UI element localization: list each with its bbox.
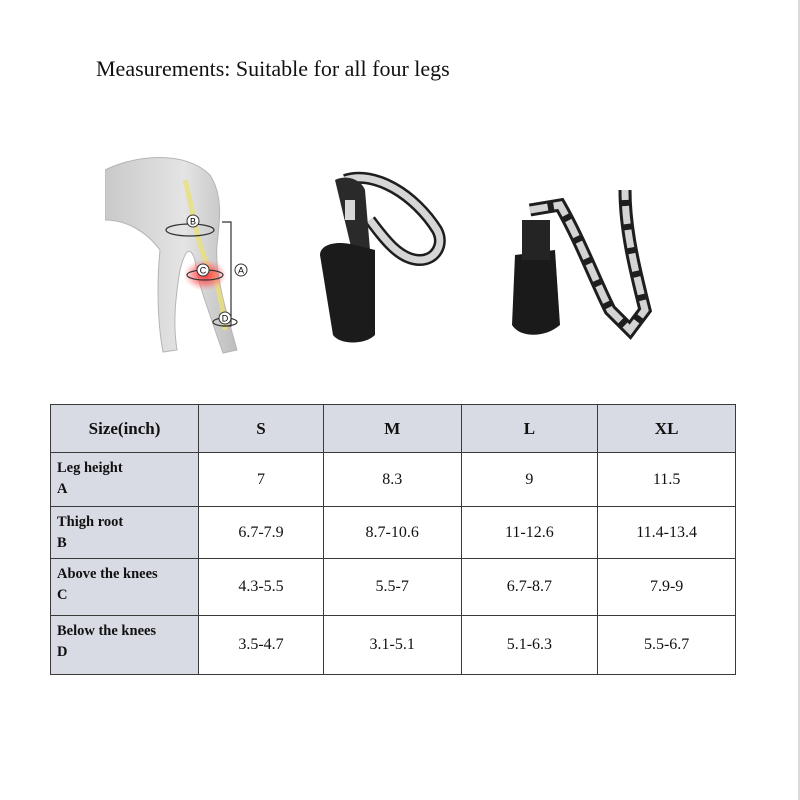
value-cell: 8.3 (323, 453, 461, 507)
page-heading: Measurements: Suitable for all four legs (96, 56, 450, 81)
row-label: Leg height A (51, 453, 199, 507)
value-cell: 7.9-9 (598, 559, 736, 616)
size-chart-table (50, 404, 736, 675)
value-cell: 4.3-5.5 (199, 559, 324, 616)
brace-product-front (305, 150, 455, 350)
row-label: Thigh root B (51, 507, 199, 559)
header-cell: S (199, 405, 324, 453)
value-cell: 3.5-4.7 (199, 616, 324, 675)
value-cell: 3.1-5.1 (323, 616, 461, 675)
header-cell: L (461, 405, 598, 453)
svg-text:C: C (199, 265, 207, 276)
row-label: Below the knees D (51, 616, 199, 675)
value-cell: 6.7-7.9 (199, 507, 324, 559)
header-cell: M (323, 405, 461, 453)
value-cell: 5.1-6.3 (461, 616, 598, 675)
table-header-row (51, 405, 736, 453)
marker-d (219, 312, 231, 324)
svg-text:B: B (189, 216, 197, 227)
value-cell: 11.5 (598, 453, 736, 507)
value-cell: 9 (461, 453, 598, 507)
value-cell: 8.7-10.6 (323, 507, 461, 559)
value-cell: 11.4-13.4 (598, 507, 736, 559)
value-cell: 5.5-6.7 (598, 616, 736, 675)
value-cell: 11-12.6 (461, 507, 598, 559)
svg-text:D: D (221, 313, 229, 324)
header-cell: Size(inch) (51, 405, 199, 453)
marker-c (197, 264, 209, 276)
leg-silhouette (105, 158, 237, 354)
marker-a (235, 264, 247, 276)
dog-leg-diagram (105, 150, 275, 360)
svg-text:A: A (237, 265, 245, 276)
value-cell: 7 (199, 453, 324, 507)
value-cell: 5.5-7 (323, 559, 461, 616)
header-cell: XL (598, 405, 736, 453)
value-cell: 6.7-8.7 (461, 559, 598, 616)
brace-product-side (500, 180, 670, 350)
table-row (51, 507, 736, 559)
table-row (51, 453, 736, 507)
marker-b (187, 215, 199, 227)
row-label: Above the knees C (51, 559, 199, 616)
table-row (51, 559, 736, 616)
table-row (51, 616, 736, 675)
